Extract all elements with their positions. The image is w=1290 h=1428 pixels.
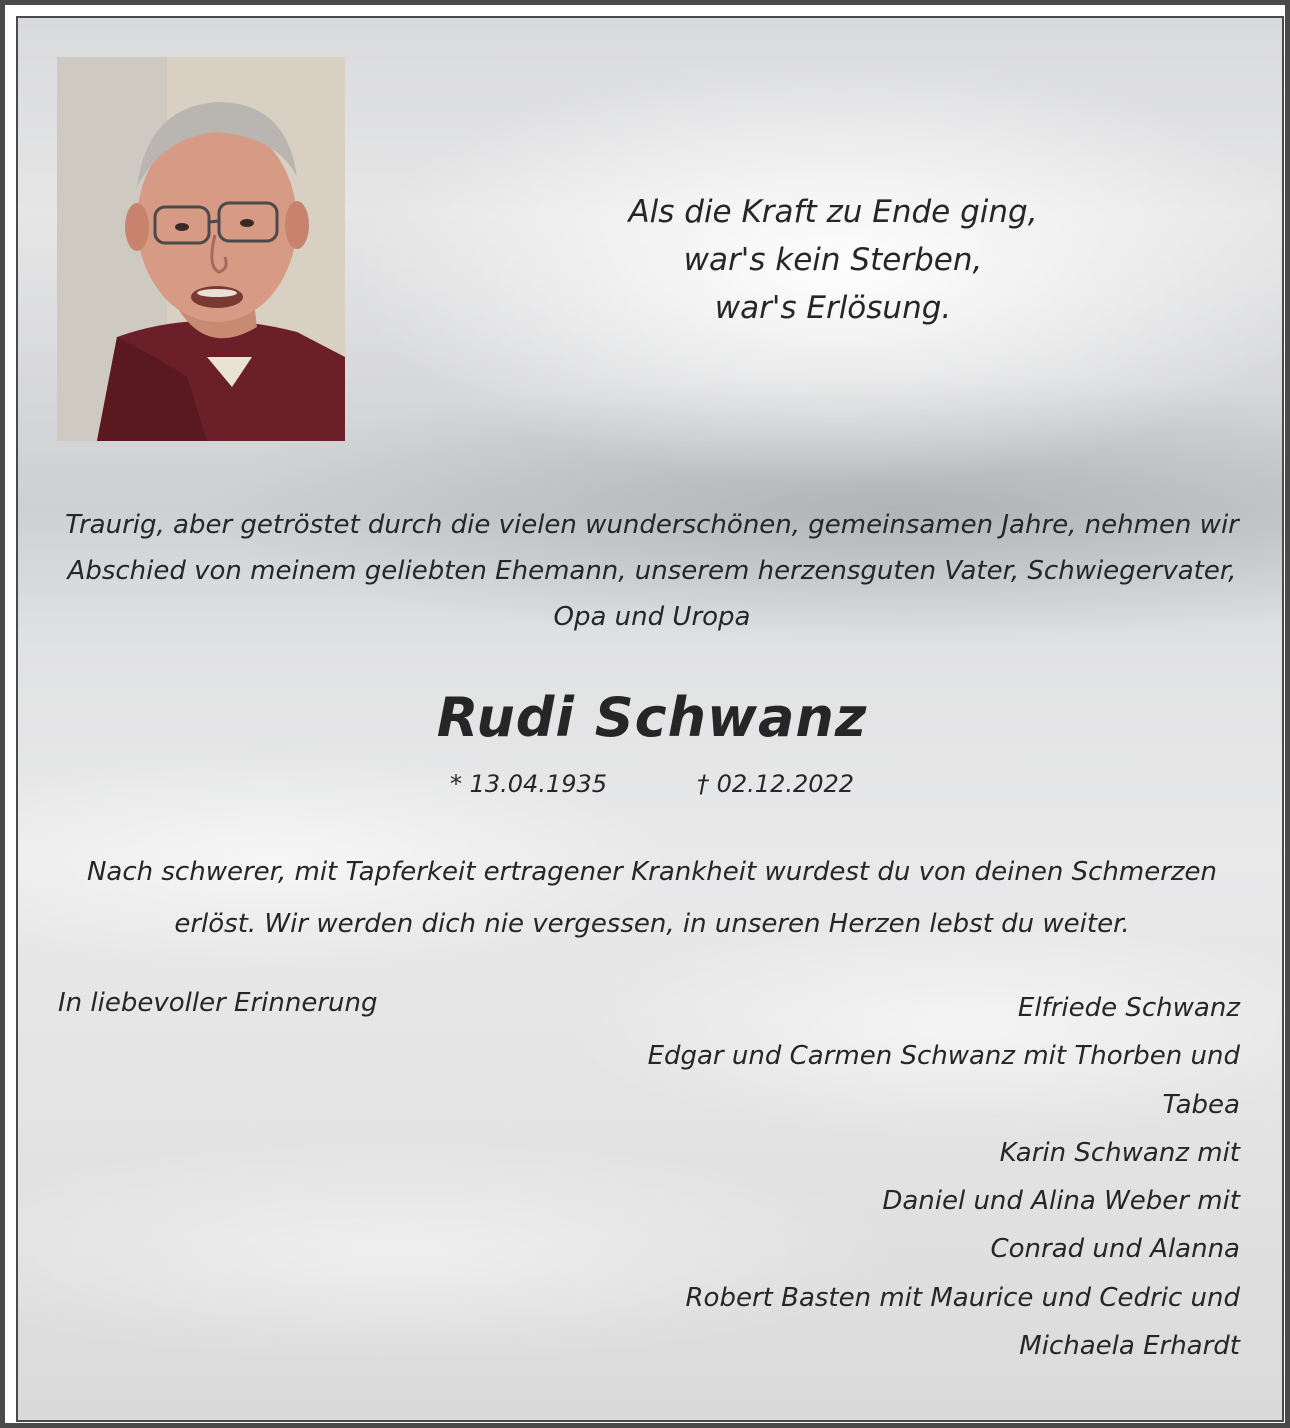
mourner-line: Conrad und Alanna xyxy=(990,1234,1240,1265)
mourner-line: Daniel und Alina Weber mit xyxy=(882,1186,1240,1217)
portrait-photo xyxy=(57,57,345,441)
quote xyxy=(518,188,1148,332)
mourners-list xyxy=(600,984,1240,1370)
mourner-line: Elfriede Schwanz xyxy=(1017,993,1240,1023)
mourner-line: Michaela Erhardt xyxy=(1019,1331,1240,1362)
birth-date: * 13.04.1935 xyxy=(449,770,607,798)
quote-line: war's kein Sterben, xyxy=(683,242,983,278)
quote-line: war's Erlösung. xyxy=(714,290,952,326)
quote-line: Als die Kraft zu Ende ging, xyxy=(628,194,1038,230)
intro-line: Abschied von meinem geliebten Ehemann, unserem herzensguten Vater, Schwiegervater, xyxy=(67,556,1237,586)
farewell-message xyxy=(48,846,1256,950)
intro-line: Opa und Uropa xyxy=(553,602,751,632)
mourner-line: Karin Schwanz mit xyxy=(999,1137,1240,1168)
message-line: erlöst. Wir werden dich nie vergessen, in unseren Herzen lebst du weiter. xyxy=(174,909,1130,939)
life-dates xyxy=(18,770,1284,798)
obituary-card xyxy=(16,16,1284,1422)
mourner-line: Tabea xyxy=(1162,1089,1240,1120)
death-date: † 02.12.2022 xyxy=(697,770,855,798)
intro-line: Traurig, aber getröstet durch die vielen wunderschönen, gemeinsamen Jahre, nehmen wir xyxy=(65,510,1239,540)
mourner-line: Robert Basten mit Maurice und Cedric und xyxy=(685,1282,1240,1313)
memory-phrase: In liebevoller Erinnerung xyxy=(58,988,378,1018)
intro-text xyxy=(48,502,1256,640)
deceased-name: Rudi Schwanz xyxy=(436,686,868,749)
message-line: Nach schwerer, mit Tapferkeit ertragener Krankheit wurdest du von deinen Schmerzen xyxy=(86,857,1218,887)
mourner-line: Edgar und Carmen Schwanz mit Thorben und xyxy=(647,1041,1240,1072)
